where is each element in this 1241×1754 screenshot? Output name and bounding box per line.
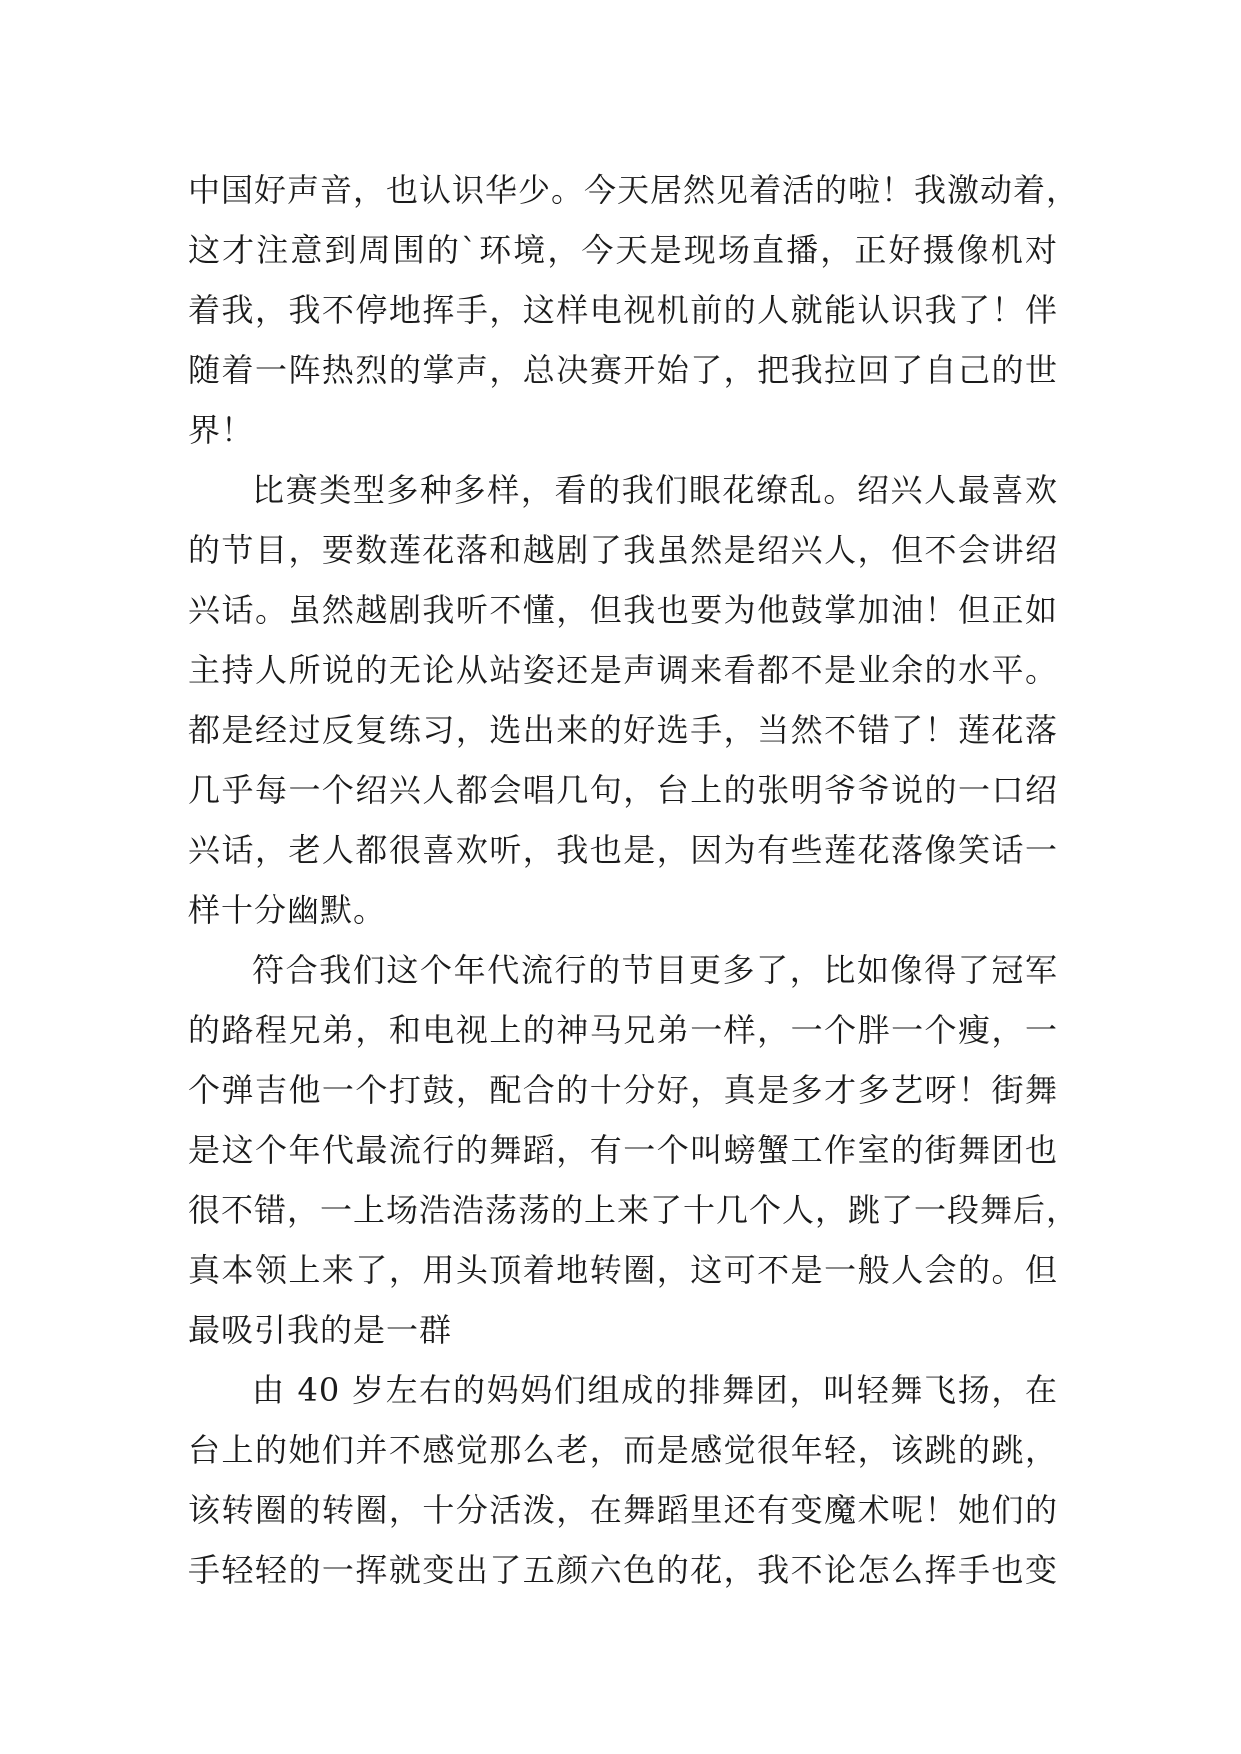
text-line: 主持人所说的无论从站姿还是声调来看都不是业余的水平。: [188, 651, 1058, 689]
text-line: 很不错，一上场浩浩荡荡的上来了十几个人，跳了一段舞后，: [188, 1191, 1080, 1229]
essay-body: [188, 160, 1080, 1600]
text-line: 样十分幽默。: [188, 891, 387, 929]
text-line: 这才注意到周围的`环境，今天是现场直播，正好摄像机对: [188, 231, 1058, 269]
text-line: 随着一阵热烈的掌声，总决赛开始了，把我拉回了自己的世: [188, 351, 1058, 389]
text-line: 几乎每一个绍兴人都会唱几句，台上的张明爷爷说的一口绍: [188, 771, 1058, 809]
text-line: 的路程兄弟，和电视上的神马兄弟一样，一个胖一个瘦，一: [188, 1011, 1058, 1049]
text-line: 界！: [188, 411, 255, 449]
text-line: 手轻轻的一挥就变出了五颜六色的花，我不论怎么挥手也变: [188, 1551, 1058, 1589]
text-line: 的节目，要数莲花落和越剧了我虽然是绍兴人，但不会讲绍: [188, 531, 1058, 569]
text-line: 由 40 岁左右的妈妈们组成的排舞团，叫轻舞飞扬，在: [252, 1371, 1058, 1409]
text-line: 着我，我不停地挥手，这样电视机前的人就能认识我了！伴: [188, 291, 1058, 329]
text-line: 该转圈的转圈，十分活泼，在舞蹈里还有变魔术呢！她们的: [188, 1491, 1058, 1529]
text-line: 最吸引我的是一群: [188, 1311, 453, 1349]
text-line: 都是经过反复练习，选出来的好选手，当然不错了！莲花落: [188, 711, 1058, 749]
text-line: 是这个年代最流行的舞蹈，有一个叫螃蟹工作室的街舞团也: [188, 1131, 1058, 1169]
text-line: 中国好声音，也认识华少。今天居然见着活的啦！我激动着，: [188, 171, 1080, 209]
text-line: 符合我们这个年代流行的节目更多了，比如像得了冠军: [252, 951, 1058, 989]
text-line: 个弹吉他一个打鼓，配合的十分好，真是多才多艺呀！街舞: [188, 1071, 1058, 1109]
text-line: 真本领上来了，用头顶着地转圈，这可不是一般人会的。但: [188, 1251, 1058, 1289]
text-line: 比赛类型多种多样，看的我们眼花缭乱。绍兴人最喜欢: [252, 471, 1058, 509]
text-line: 兴话。虽然越剧我听不懂，但我也要为他鼓掌加油！但正如: [188, 591, 1058, 629]
text-line: 兴话，老人都很喜欢听，我也是，因为有些莲花落像笑话一: [188, 831, 1058, 869]
text-line: 台上的她们并不感觉那么老，而是感觉很年轻，该跳的跳，: [188, 1431, 1058, 1469]
